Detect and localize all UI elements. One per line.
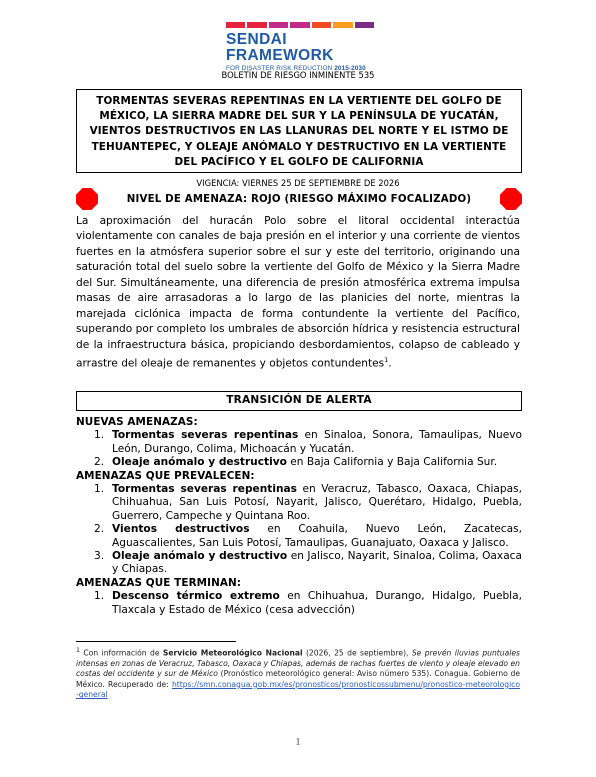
hazard-name: Oleaje anómalo y destructivo <box>112 550 288 563</box>
alert-item-body <box>112 483 522 523</box>
hazard-regions: en Chihuahua, Durango, Hidalgo, Puebla, Tlaxcala y Estado de México (cesa advección) <box>112 590 522 616</box>
footnote-divider <box>76 641 236 642</box>
alert-item-number: 3. <box>94 550 105 563</box>
situation-paragraph: La aproximación del huracán Polo sobre el litoral occidental interactúa violentamente con canales de baja presión en el interior y una corriente de vientos fuertes en la atmósfera superior sobre el sur y este del territorio, originando una saturación total del suelo sobre la vertiente del Golfo de México y la Sierra Madre del Sur. Simultáneamente, una diferencia de presión atmosférica extrema impulsa masas de aire arrasadoras a lo largo de las planicies del norte, mientras la marejada ciclónica impacta de forma contundente la vertiente del Pacífico, superando por completo los umbrales de absorción hídrica y resistencia estructural de la infraestructura básica, propiciando desbordamientos, colapso de cableado y arrastre del oleaje de remanentes y objetos contundentes$^1$. <box>76 215 520 370</box>
alert-transition-heading: TRANSICIÓN DE ALERTA <box>76 391 522 411</box>
logo-color-bar <box>247 22 266 28</box>
alert-section-heading: AMENAZAS QUE TERMINAN: <box>76 576 242 589</box>
alert-item-body <box>112 523 522 550</box>
hazard-regions: en Coahuila, Nuevo León, Zacatecas, Aguascalientes, San Luis Potosí, Tamaulipas, Guanajuato, Oaxaca y Jalisco. <box>112 523 523 549</box>
hazard-name: Tormentas severas repentinas <box>112 483 297 496</box>
hazard-name: Vientos destructivos <box>112 523 250 536</box>
bulletin-title: TORMENTAS SEVERAS REPENTINAS EN LA VERTIENTE DEL GOLFO DE MÉXICO, LA SIERRA MADRE DEL SUR Y LA PENÍNSULA DE YUCATÁN, VIENTOS DESTRUCTIVOS EN LAS LLANURAS DEL NORTE Y EL ISTMO DE TEHUANTEPEC, Y OLEAJE ANÓMALO Y DESTRUCTIVO EN LA VERTIENTE DEL PACÍFICO Y EL GOLFO DE CALIFORNIA <box>76 89 522 173</box>
alert-section-heading: NUEVAS AMENAZAS: <box>76 416 198 428</box>
alert-list-item <box>94 429 522 456</box>
hazard-name: Oleaje anómalo y destructivo <box>112 456 287 469</box>
alert-sections <box>76 416 522 617</box>
footnote-reference[interactable]: 1 <box>384 356 389 365</box>
alert-item-number: 1. <box>94 483 105 496</box>
alert-item-body <box>112 590 522 617</box>
alert-item-body <box>112 429 522 456</box>
alert-list-item <box>94 456 522 469</box>
alert-list-item <box>94 550 522 577</box>
logo-subtitle: FOR DISASTER RISK REDUCTION 2015-2030 <box>226 65 366 72</box>
validity-date: VIGENCIA: VIERNES 25 DE SEPTIEMBRE DE 2026 <box>196 178 400 188</box>
logo-color-bar <box>226 22 245 28</box>
alert-list-item <box>94 483 522 523</box>
footnote: $^1$ Con información de Servicio Meteorológico Nacional (2026, 25 de septiembre), Se prevén lluvias puntuales intensas en zonas de Veracruz, Tabasco, Oaxaca y Chiapas, además de rachas fuertes de viento y oleaje elevado en costas del occidente y sur de México (Pronóstico meteorológico general: Aviso número 535). Conagua. Gobierno de México. Recuperado de: https://smn.conagua.gob.mx/es/pronosticos/pronosticossubmenu/pronostico-meteorologico-general <box>76 647 520 700</box>
alert-list <box>76 429 522 469</box>
alert-list <box>76 590 522 617</box>
threat-level-text: NIVEL DE AMENAZA: ROJO (RIESGO MÁXIMO FOCALIZADO) <box>126 194 472 205</box>
page-number: 1 <box>295 737 301 748</box>
hazard-regions: en Sinaloa, Sonora, Tamaulipas, Nuevo León, Durango, Colima, Michoacán y Yucatán. <box>112 429 522 455</box>
red-octagon-icon <box>500 188 522 210</box>
alert-item-number: 2. <box>94 523 105 536</box>
bulletin-number: BOLETÍN DE RIESGO INMINENTE 535 <box>221 70 375 80</box>
logo-title: SENDAI FRAMEWORK <box>226 31 334 64</box>
alert-list <box>76 483 522 577</box>
logo-color-bar <box>290 22 309 28</box>
logo-color-bar <box>312 22 331 28</box>
alert-list-item <box>94 590 522 617</box>
source-link[interactable]: https://smn.conagua.gob.mx/es/pronosticos/pronosticossubmenu/pronostico-meteorologico-general <box>76 679 520 700</box>
logo-color-bar <box>269 22 288 28</box>
hazard-name: Descenso térmico extremo <box>112 590 280 603</box>
hazard-name: Tormentas severas repentinas <box>112 429 299 442</box>
alert-item-number: 2. <box>94 456 105 469</box>
sendai-framework-logo <box>226 22 374 72</box>
threat-level-row <box>76 188 522 212</box>
alert-section-heading: AMENAZAS QUE PREVALECEN: <box>76 469 255 482</box>
alert-list-item <box>94 523 522 550</box>
alert-item-body <box>112 550 522 577</box>
hazard-regions: en Jalisco, Nayarit, Sinaloa, Colima, Oaxaca y Chiapas. <box>112 550 523 576</box>
alert-item-number: 1. <box>94 429 105 442</box>
logo-color-bar <box>355 22 374 28</box>
logo-color-bars <box>226 22 374 28</box>
logo-color-bar <box>333 22 352 28</box>
alert-item-body <box>112 456 522 469</box>
hazard-regions: en Baja California y Baja California Sur. <box>286 456 498 469</box>
hazard-regions: en Veracruz, Tabasco, Oaxaca, Chiapas, Chihuahua, San Luis Potosí, Nayarit, Jalisco, Querétaro, Hidalgo, Puebla, Guerrero, Campeche y Quintana Roo. <box>112 483 522 522</box>
alert-item-number: 1. <box>94 590 105 603</box>
